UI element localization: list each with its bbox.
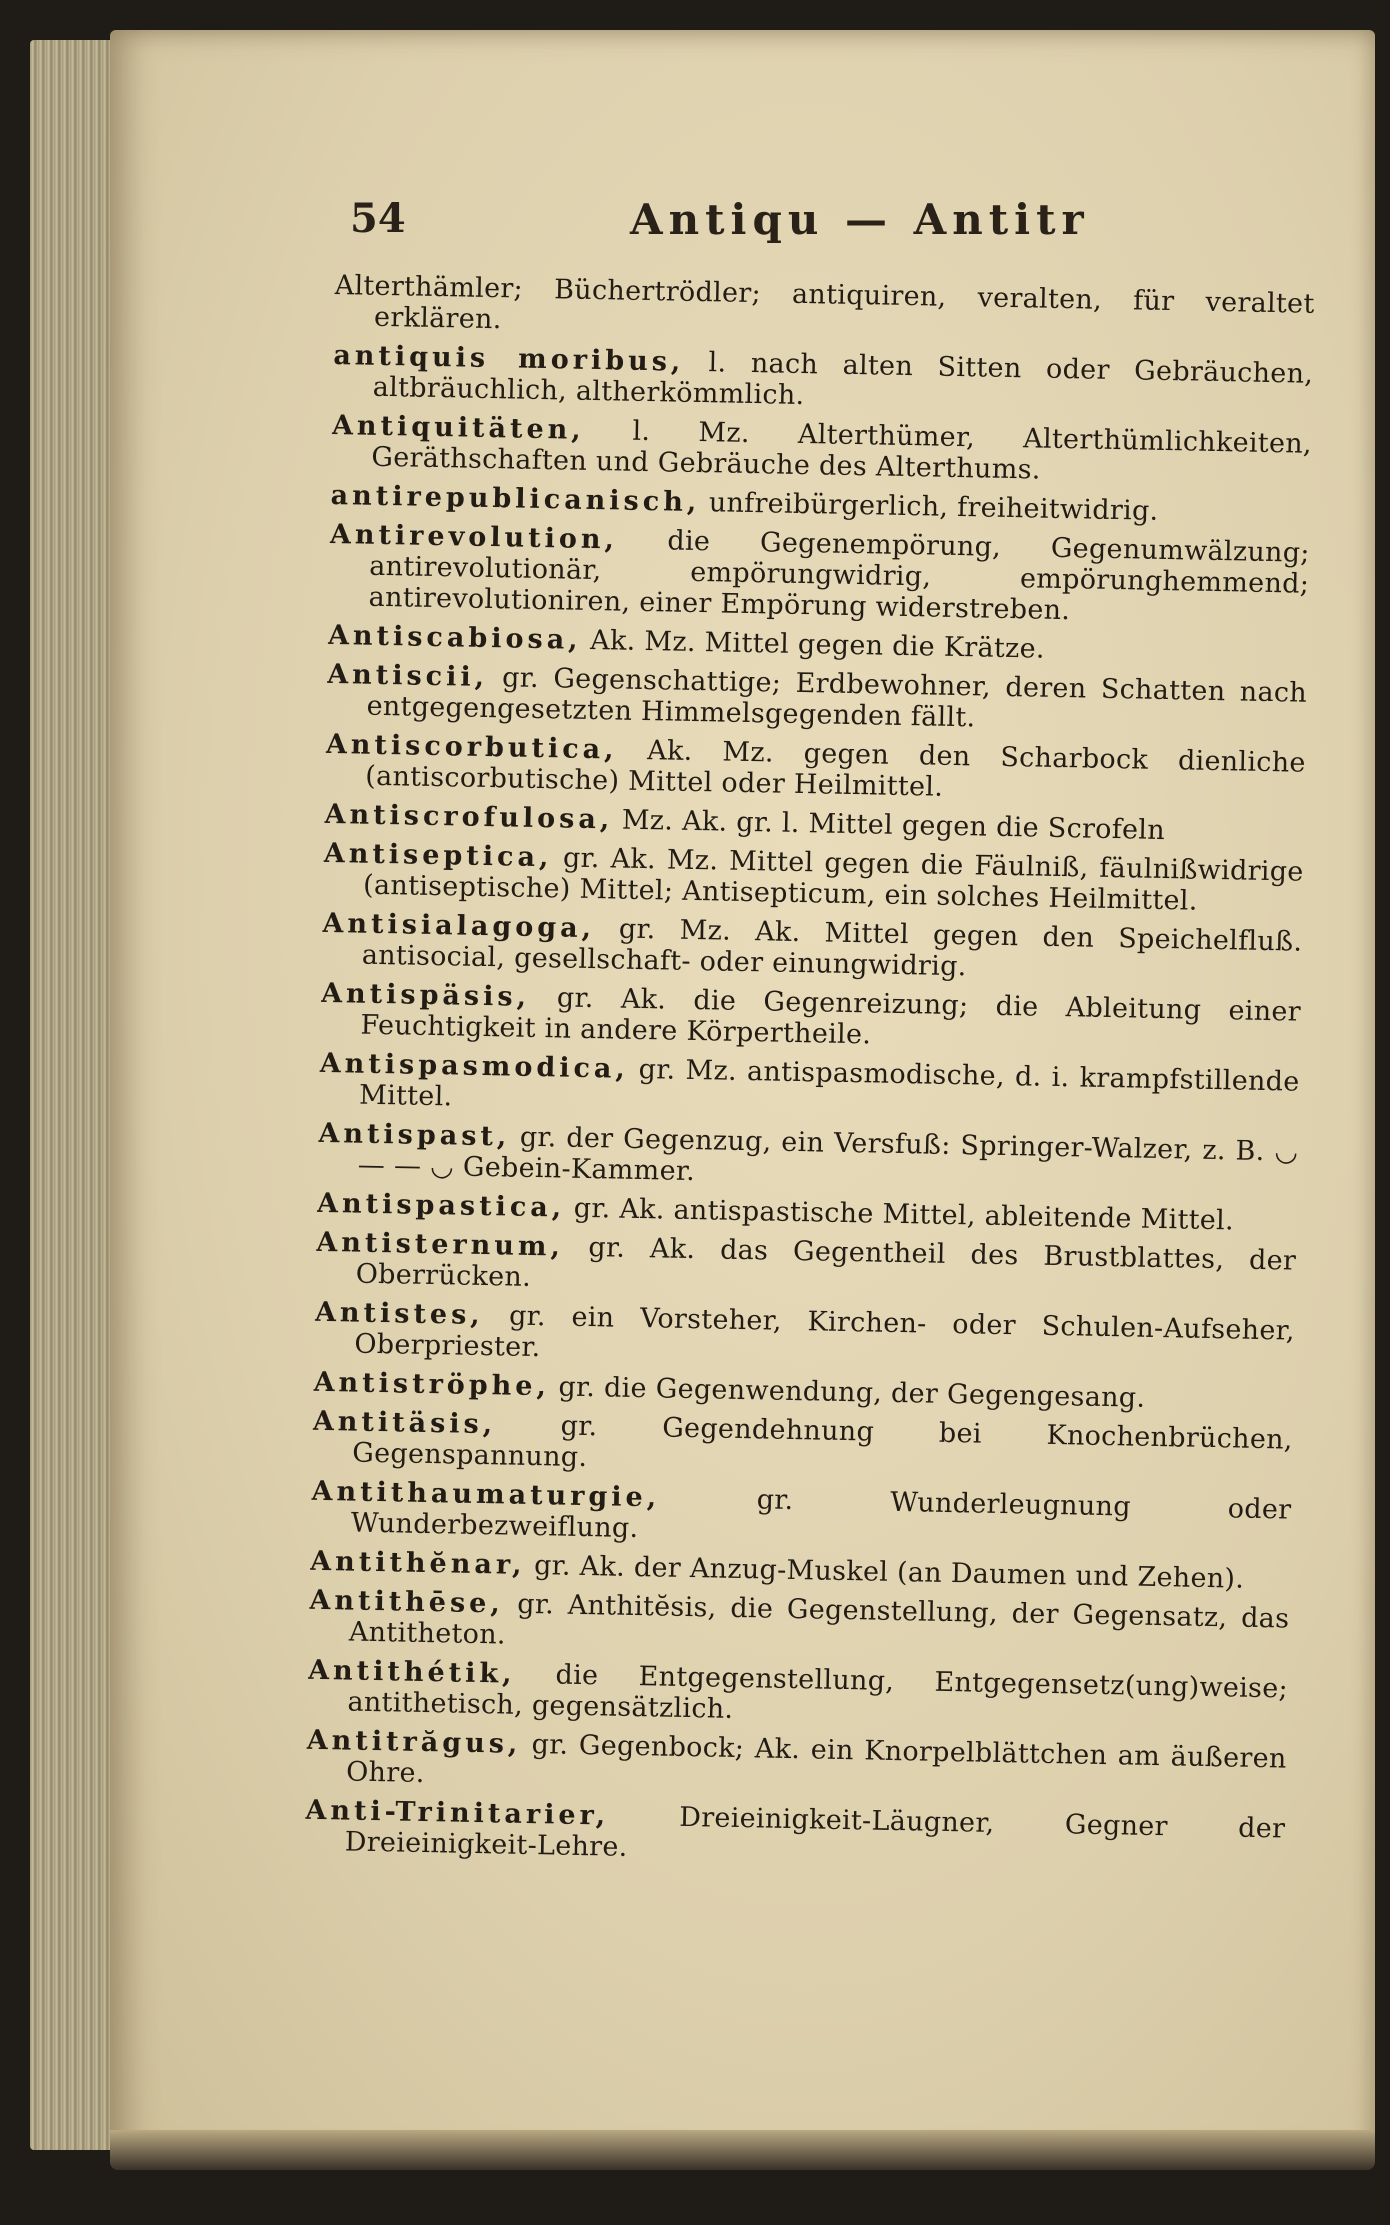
entry-definition: l. nach alten Sitten oder Gebräuchen, altbräuchlich, altherkömmlich.	[372, 347, 1314, 412]
entry-definition: l. Mz. Alterthümer, Alterthümlichkeiten, Geräthschaften und Gebräuche des Alterthums.	[371, 415, 1313, 486]
entry-headword: Antithaumaturgie,	[311, 1475, 661, 1514]
entry-headword: Antistes,	[314, 1296, 485, 1332]
entry-definition: gr. Ak. antispastische Mittel, ableitende Mittel.	[573, 1192, 1235, 1237]
entry-headword: Antispastica,	[316, 1187, 566, 1224]
page-number: 54	[350, 195, 406, 242]
entry-headword: Antiquitäten,	[331, 409, 586, 446]
entry-headword: Antiströphe,	[313, 1366, 551, 1403]
entry-definition: Dreieinigkeit-Läugner, Gegner der Dreieinigkeit-Lehre.	[344, 1801, 1286, 1863]
entry	[309, 1585, 1290, 1666]
entry-definition: gr. Wunderleugnung oder Wunderbezweiflung.	[350, 1484, 1292, 1545]
entry	[326, 659, 1307, 740]
running-head: Antiqu — Antitr	[630, 195, 1090, 244]
entry-headword: Antispast,	[318, 1117, 511, 1153]
entry-headword: Antispäsis,	[320, 977, 531, 1013]
page-bottom-edge	[110, 2130, 1375, 2170]
entry-definition: gr. Ak. das Gegentheil des Brustblattes, der Oberrücken.	[355, 1232, 1297, 1293]
entry	[315, 1227, 1296, 1308]
entry-headword: Antithétik,	[307, 1654, 516, 1690]
entry	[307, 1655, 1288, 1736]
entry-definition: gr. Ak. der Anzug-Muskel (an Daumen und Zehen).	[533, 1550, 1245, 1595]
entry	[306, 1725, 1287, 1806]
entry-headword: antirepublicanisch,	[330, 479, 701, 519]
entry	[323, 838, 1304, 919]
entry-definition: gr. Ak. Mz. Mittel gegen die Fäulniß, fäulnißwidrige (antiseptische) Mittel; Antisepticum, ein solches Heilmittel.	[362, 842, 1304, 917]
entry-headword: Antithĕnar,	[309, 1545, 526, 1581]
page-header	[350, 195, 1150, 255]
entry	[325, 729, 1306, 810]
entry-headword: Antiscrofulosa,	[324, 798, 614, 836]
entry-definition: gr. Mz. antispasmodische, d. i. krampfstillende Mittel.	[358, 1053, 1300, 1113]
entry-definition: Ak. Mz. Mittel gegen die Krätze.	[589, 624, 1046, 665]
dictionary-entries	[303, 270, 1315, 1979]
entry-definition: unfreibürgerlich, freiheitwidrig.	[708, 487, 1159, 527]
entry-headword: Antiscabiosa,	[327, 619, 582, 656]
entry	[331, 410, 1312, 491]
entry-headword: Antisternum,	[316, 1226, 565, 1263]
entry-headword: Antiscorbutica,	[325, 728, 618, 766]
entry-definition: gr. die Gegenwendung, der Gegengesang.	[558, 1371, 1146, 1414]
entry-definition: gr. Anthitĕsis, die Gegenstellung, der Gegensatz, das Antitheton.	[348, 1588, 1290, 1651]
entry-headword: antiquis moribus,	[333, 339, 685, 378]
entry-headword: Anti-Trinitarier,	[305, 1794, 610, 1832]
entry-definition: die Entgegenstellung, Entgegensetz(ung)weise; antithetisch, gegensätzlich.	[347, 1659, 1289, 1725]
entry-definition: Mz. Ak. gr. l. Mittel gegen die Scrofeln	[621, 804, 1166, 847]
entry-definition: gr. Ak. die Gegenreizung; die Ableitung einer Feuchtigkeit in andere Körpertheile.	[360, 982, 1302, 1051]
entry	[318, 1118, 1299, 1199]
entry	[322, 908, 1303, 989]
entry-definition: gr. Gegenbock; Ak. ein Knorpelblättchen am äußeren Ohre.	[345, 1729, 1287, 1789]
entry-headword: Antitäsis,	[312, 1405, 497, 1441]
entry-headword: Antirevolution,	[329, 518, 619, 556]
entry-definition: gr. Gegenschattige; Erdbewohner, deren Schatten nach entgegengesetzten Himmelsgegenden fällt.	[366, 662, 1308, 734]
entry-headword: Antisialagoga,	[322, 907, 596, 945]
entry-headword: Antispasmodica,	[319, 1047, 630, 1085]
entry	[311, 1476, 1292, 1557]
entry-headword: Antiscii,	[326, 658, 489, 694]
entry-headword: Antithēse,	[309, 1584, 505, 1620]
entry	[305, 1795, 1286, 1876]
entry	[312, 1406, 1293, 1487]
entry-definition: gr. Mz. Ak. Mittel gegen den Speichelfluß. antisocial, gesellschaft- oder einungwidrig.	[361, 913, 1303, 983]
entry-headword: Antiseptica,	[323, 837, 553, 874]
entry-headword: Antitrăgus,	[306, 1724, 522, 1760]
entry	[314, 1297, 1295, 1378]
entry-definition: Alterthämler; Büchertrödler; antiquiren, veralten, für veraltet erklären.	[334, 270, 1315, 336]
entry-definition: die Gegenempörung, Gegenumwälzung; antirevolutionär, empörungwidrig, empörunghemmend; antirevolutioniren, einer Empörung widerstreben.	[368, 525, 1311, 627]
entry-definition: gr. Gegendehnung bei Knochenbrüchen, Gegenspannung.	[351, 1410, 1294, 1474]
entry	[319, 1048, 1300, 1129]
entry	[332, 340, 1313, 421]
entry	[328, 519, 1310, 631]
entry-definition: Ak. Mz. gegen den Scharbock dienliche (antiscorbutische) Mittel oder Heilmittel.	[364, 735, 1307, 803]
entry-definition: gr. ein Vorsteher, Kirchen- oder Schulen-Aufseher, Oberpriester.	[354, 1300, 1296, 1364]
entry-definition: gr. der Gegenzug, ein Versfuß: Springer-Walzer, z. B. ◡ — — ◡ Gebein-Kammer.	[357, 1121, 1299, 1188]
entry	[320, 978, 1301, 1059]
